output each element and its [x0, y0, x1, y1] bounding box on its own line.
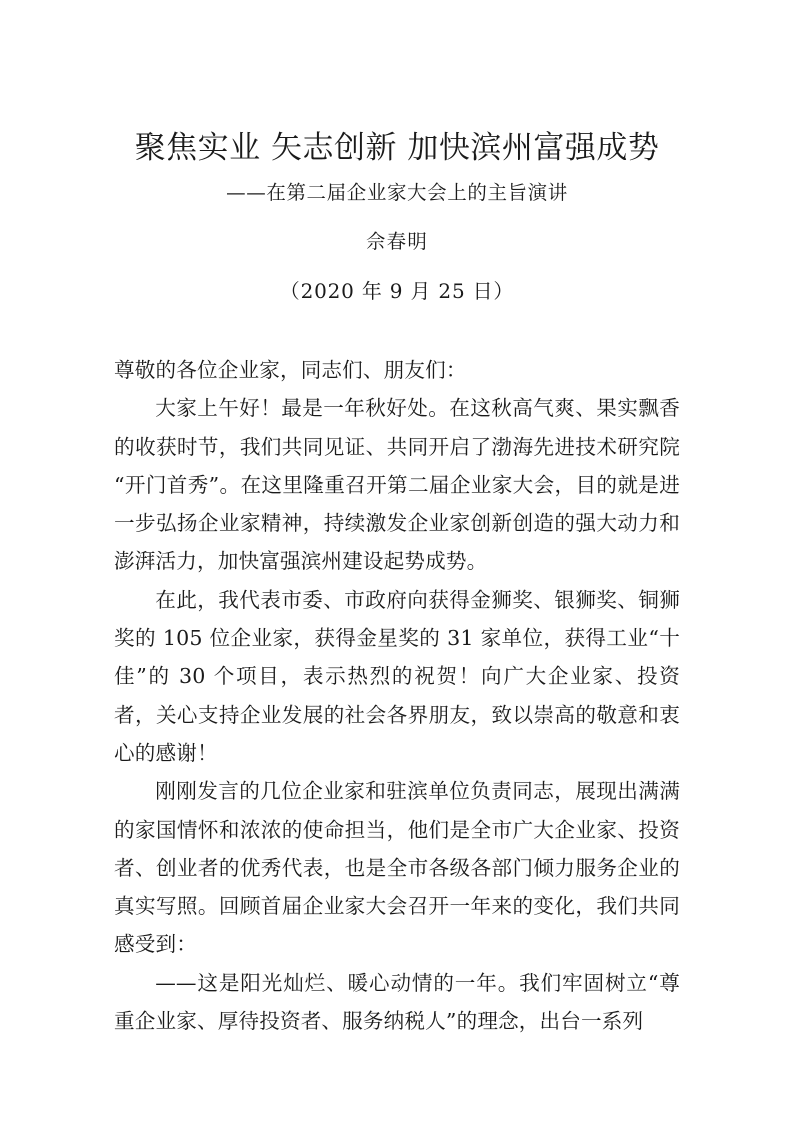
- paragraph-congratulations: 在此，我代表市委、市政府向获得金狮奖、银狮奖、铜狮奖的 105 位企业家，获得金星奖的 31 家单位，获得工业“十佳”的 30 个项目，表示热烈的祝贺！向广大企业家、投资者，关心支持企业发展的社会各界朋友，致以崇高的敬意和衷心的感谢！: [114, 587, 680, 765]
- document-body: [114, 351, 680, 1040]
- page-text-column: [114, 0, 680, 1040]
- document-subtitle: ——在第二届企业家大会上的主旨演讲: [226, 181, 568, 204]
- paragraph-point-one: ——这是阳光灿烂、暖心动情的一年。我们牢固树立“尊重企业家、厚待投资者、服务纳税人”的理念，出台一系列: [114, 970, 680, 1034]
- document-date: （2020 年 9 月 25 日）: [279, 279, 515, 303]
- document-title: 聚焦实业 矢志创新 加快滨州富强成势: [134, 130, 660, 166]
- paragraph-opening-greeting: 大家上午好！最是一年秋好处。在这秋高气爽、果实飘香的收获时节，我们共同见证、共同开启了渤海先进技术研究院“开门首秀”。在这里隆重召开第二届企业家大会，目的就是进一步弘扬企业家精神，持续激发企业家创新创造的强大动力和澎湃活力，加快富强滨州建设起势成势。: [114, 396, 680, 574]
- paragraph-salutation: 尊敬的各位企业家，同志们、朋友们：: [114, 358, 467, 382]
- paragraph-speakers-recap: 刚刚发言的几位企业家和驻滨单位负责同志，展现出满满的家国情怀和浓浓的使命担当，他们是全市广大企业家、投资者、创业者的优秀代表，也是全市各级各部门倾力服务企业的真实写照。回顾首届企业家大会召开一年来的变化，我们共同感受到：: [114, 779, 680, 957]
- document-author: 佘春明: [365, 230, 429, 253]
- document-header: [114, 0, 680, 307]
